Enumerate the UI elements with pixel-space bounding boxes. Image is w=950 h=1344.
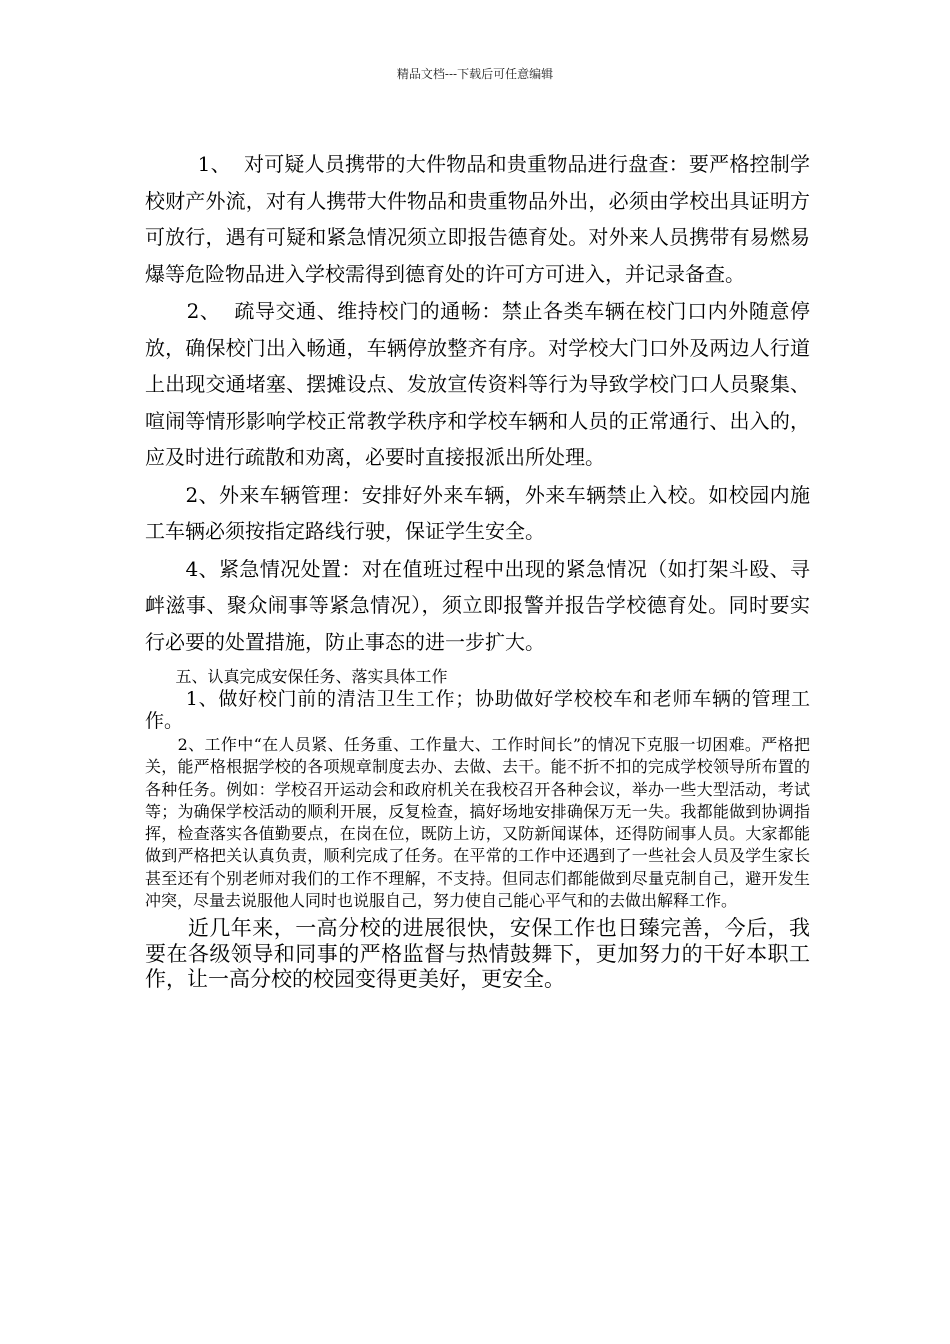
paragraph-inspect-belongings: 1、 对可疑人员携带的大件物品和贵重物品进行盘查：要严格控制学校财产外流，对有人携带大件物品和贵重物品外出，必须由学校出具证明方可放行，遇有可疑和紧急情况须立即报告德育处。对外来人员携带有易燃易爆等危险物品进入学校需得到德育处的许可方可进入，并记录备查。: [145, 152, 811, 286]
paragraph-conclusion: 近几年来，一高分校的进展很快，安保工作也日臻完善，今后，我要在各级领导和同事的严格监督与热情鼓舞下，更加努力的干好本职工作，让一高分校的校园变得更美好，更安全。: [145, 916, 810, 992]
document-body: [145, 146, 810, 993]
paragraph-work-summary: 2、工作中“在人员紧、任务重、工作量大、工作时间长”的情况下克服一切困难。严格把关，能严格根据学校的各项规章制度去办、去做、去干。能不折不扣的完成学校领导所布置的各种任务。例如：学校召开运动会和政府机关在我校召开各种会议，举办一些大型活动，考试等；为确保学校活动的顺利开展，反复检查，搞好场地安排确保万无一失。我都能做到协调指挥，检查落实各值勤要点，在岗在位，既防上访，又防新闻谋体，还得防闹事人员。大家都能做到严格把关认真负责，顺利完成了任务。在平常的工作中还遇到了一些社会人员及学生家长甚至还有个别老师对我们的工作不理解，不支持。但同志们都能做到尽量克制自己，避开发生冲突，尽量去说服他人同时也说服自己，努力使自己能心平气和的去做出解释工作。: [145, 735, 810, 911]
paragraph-cleaning: 1、做好校门前的清洁卫生工作；协助做好学校校车和老师车辆的管理工作。: [145, 688, 810, 732]
paragraph-traffic-control: 2、 疏导交通、维持校门的通畅：禁止各类车辆在校门口内外随意停放，确保校门出入畅通，车辆停放整齐有序。对学校大门口外及两边人行道上出现交通堵塞、摆摊设点、发放宣传资料等行为导致学校门口人员聚集、喧闹等情形影响学校正常教学秩序和学校车辆和人员的正常通行、出入的，应及时进行疏散和劝离，必要时直接报派出所处理。: [145, 299, 810, 469]
paragraph-external-vehicles: 2、外来车辆管理：安排好外来车辆，外来车辆禁止入校。如校园内施工车辆必须按指定路线行驶，保证学生安全。: [145, 482, 810, 543]
paragraph-emergency-handling: 4、紧急情况处置：对在值班过程中出现的紧急情况（如打架斗殴、寻衅滋事、聚众闹事等紧急情况），须立即报警并报告学校德育处。同时要实行必要的处置措施，防止事态的进一步扩大。: [145, 556, 810, 654]
section-heading-five: 五、认真完成安保任务、落实具体工作: [145, 667, 448, 686]
page-header: 精品文档---下载后可任意编辑: [396, 67, 554, 81]
